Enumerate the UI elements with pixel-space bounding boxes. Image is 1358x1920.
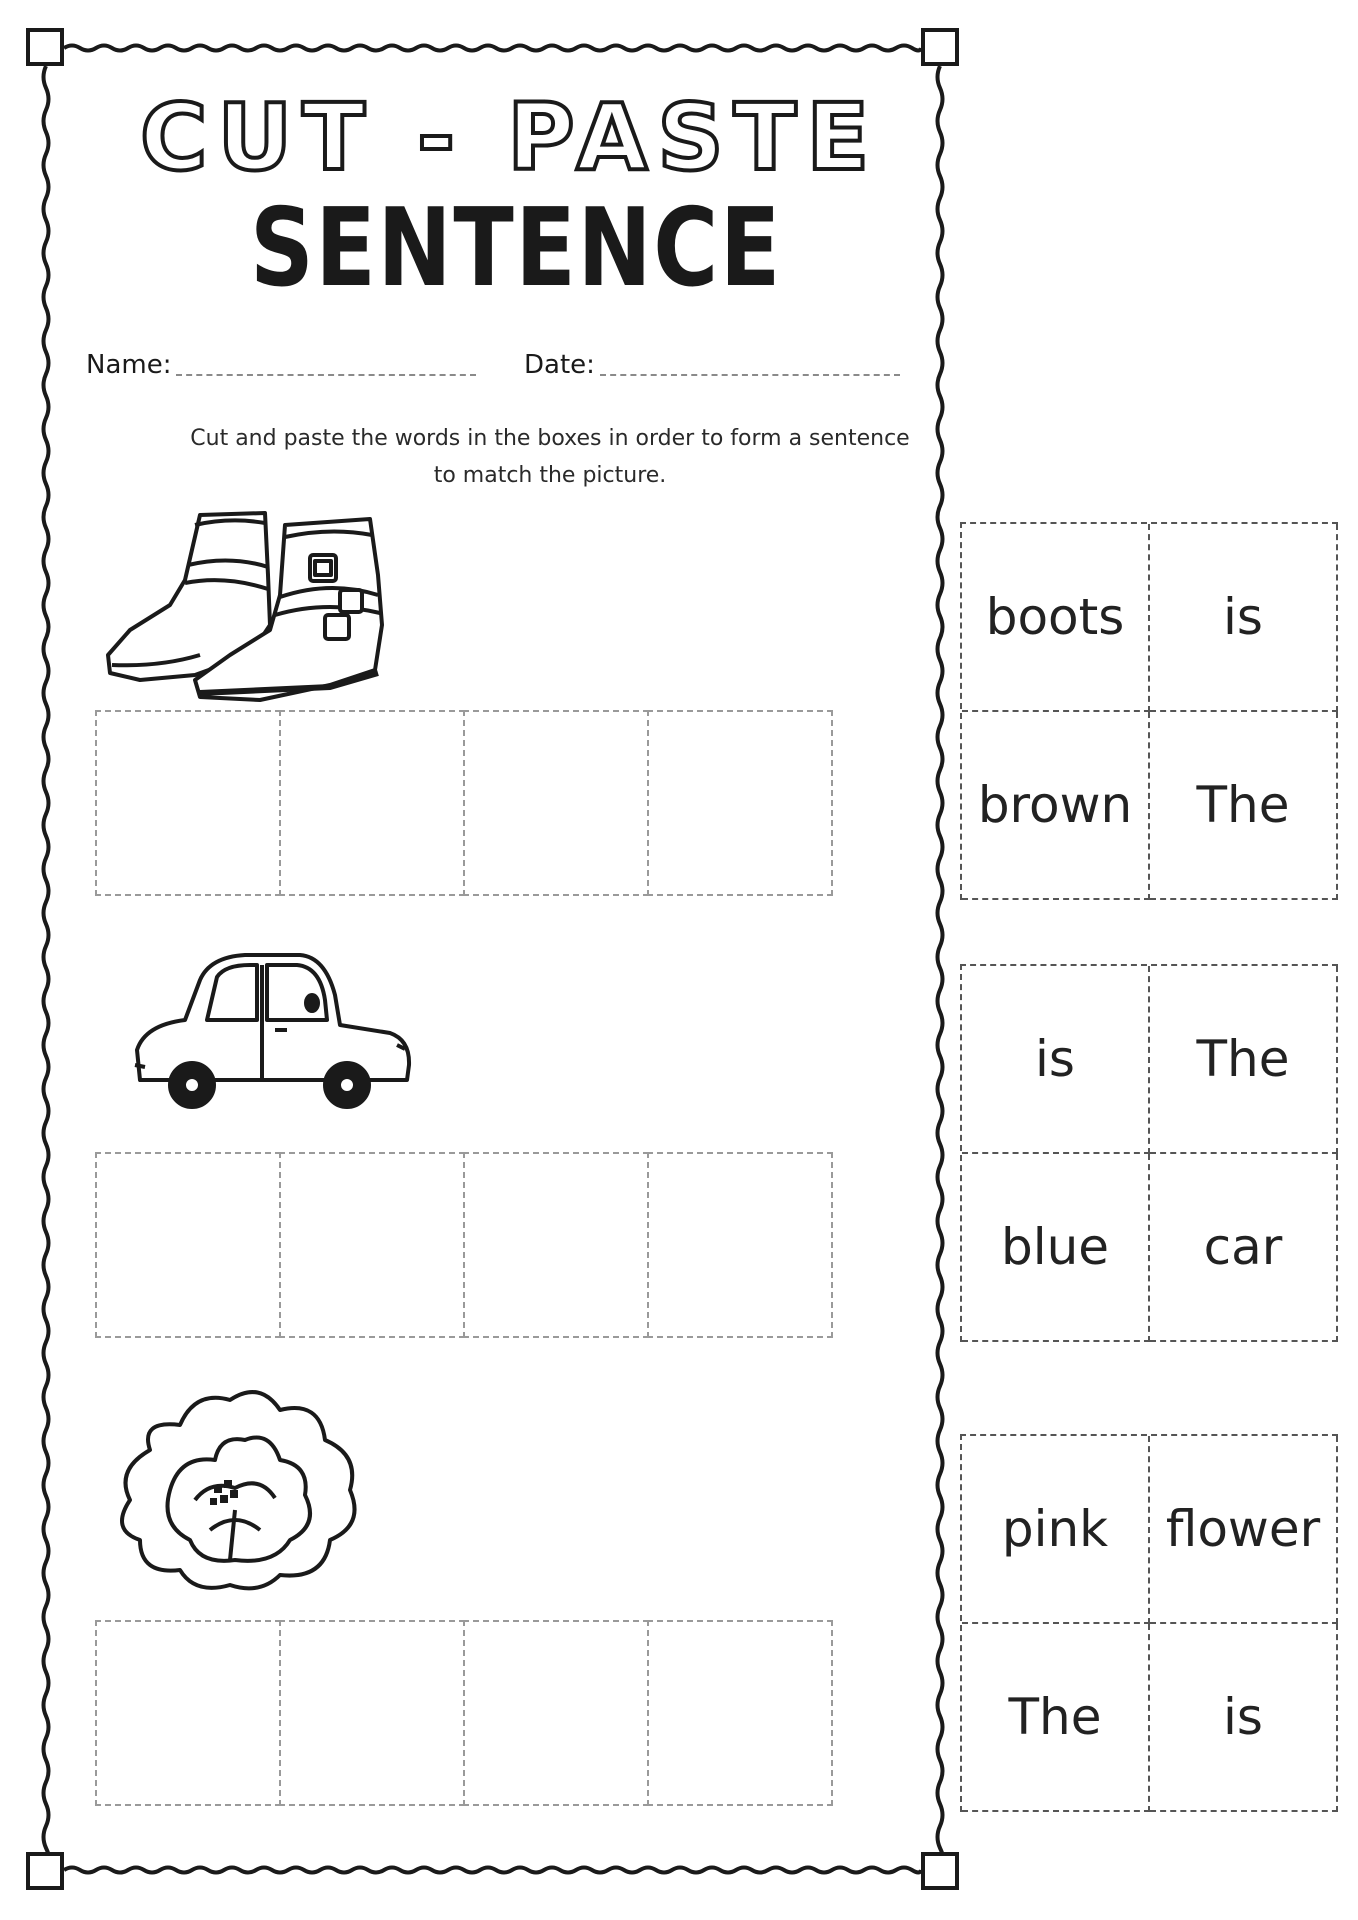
answer-box[interactable] [647,710,833,896]
instructions-line-1: Cut and paste the words in the boxes in order to form a sentence [190,426,910,451]
date-field[interactable] [600,374,900,376]
name-field[interactable] [176,374,476,376]
corner-square-top-right [921,28,959,66]
title-sentence: SENTENCE [250,186,783,311]
word-card-grid-1 [960,522,1338,900]
answer-box[interactable] [463,710,649,896]
word-card[interactable]: flower [1150,1436,1338,1624]
answer-box[interactable] [95,710,281,896]
flower-icon [110,1380,360,1600]
corner-square-bottom-left [26,1852,64,1890]
answer-row-1 [95,710,831,896]
answer-box[interactable] [279,710,465,896]
answer-box[interactable] [647,1152,833,1338]
word-card[interactable]: The [962,1624,1150,1812]
word-card[interactable]: pink [962,1436,1150,1624]
date-label: Date: [524,350,595,380]
word-card[interactable]: The [1150,966,1338,1154]
answer-box[interactable] [463,1620,649,1806]
word-card[interactable]: is [962,966,1150,1154]
word-card[interactable]: blue [962,1154,1150,1342]
corner-square-top-left [26,28,64,66]
word-card[interactable]: is [1150,524,1338,712]
word-card-grid-3 [960,1434,1338,1812]
instructions [130,420,970,494]
answer-box[interactable] [463,1152,649,1338]
title-cut-paste: CUT - PASTE [140,84,880,191]
word-card[interactable]: is [1150,1624,1338,1812]
answer-box[interactable] [95,1620,281,1806]
corner-square-bottom-right [921,1852,959,1890]
word-card[interactable]: brown [962,712,1150,900]
instructions-line-2: to match the picture. [433,463,667,488]
answer-row-2 [95,1152,831,1338]
name-label: Name: [86,350,172,380]
word-card[interactable]: boots [962,524,1150,712]
answer-box[interactable] [279,1620,465,1806]
answer-box[interactable] [95,1152,281,1338]
word-card[interactable]: car [1150,1154,1338,1342]
word-card-grid-2 [960,964,1338,1342]
answer-box[interactable] [279,1152,465,1338]
answer-row-3 [95,1620,831,1806]
car-icon [125,945,415,1125]
word-card[interactable]: The [1150,712,1338,900]
answer-box[interactable] [647,1620,833,1806]
boots-icon [100,505,400,705]
